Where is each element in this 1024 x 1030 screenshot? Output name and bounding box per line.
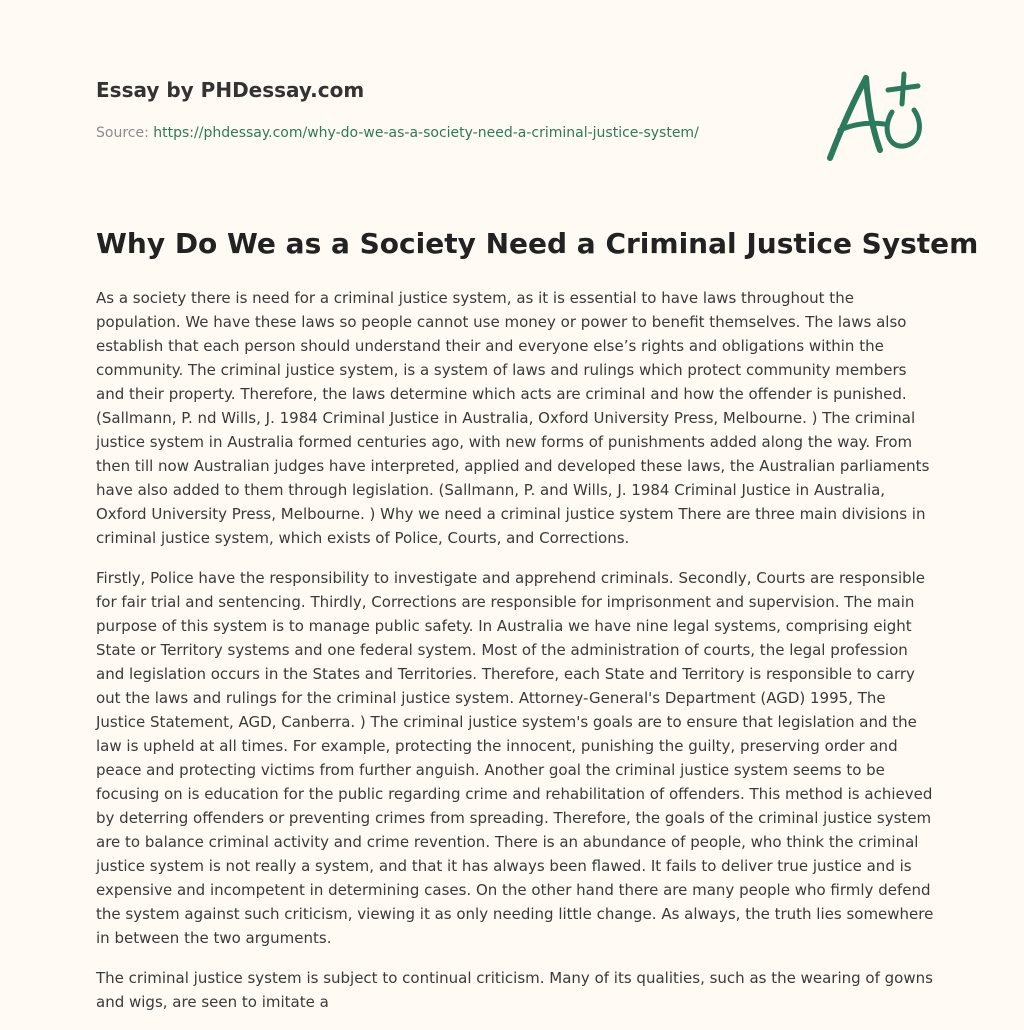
essay-paragraph: As a society there is need for a criminal justice system, as it is essential to have laws throughout the population. We have these laws so people cannot use money or power to benefit themselves. The laws also establish that each person should understand their and everyone else’s rights and obligations within the community. The criminal justice system, is a system of laws and rulings which protect community members and their property. Therefore, the laws determine which acts are criminal and how the offender is punished. (Sallmann, P. nd Wills, J. 1984 Criminal Justice in Australia, Oxford University Press, Melbourne. ) The criminal justice system in Australia formed centuries ago, with new forms of punishments added along the way. From then till now Australian judges have interpreted, applied and developed these laws, the Australian parliaments have also added to them through legislation. (Sallmann, P. and Wills, J. 1984 Criminal Justice in Australia, Oxford University Press, Melbourne. ) Why we need a criminal justice system There are three main divisions in criminal justice system, which exists of Police, Courts, and Corrections. bbox=[96, 289, 930, 547]
site-brand: Essay by PHDessay.com bbox=[96, 78, 365, 102]
essay-title: Why Do We as a Society Need a Criminal Justice System bbox=[96, 227, 979, 260]
source-label: Source: bbox=[96, 125, 149, 141]
essay-header bbox=[96, 0, 928, 190]
a-plus-logo-icon bbox=[822, 66, 930, 166]
source-link[interactable]: https://phdessay.com/why-do-we-as-a-society-need-a-criminal-justice-system/ bbox=[153, 125, 699, 141]
essay-body bbox=[96, 286, 936, 1030]
essay-paragraph: The criminal justice system is subject to continual criticism. Many of its qualities, such as the wearing of gowns and wigs, are seen to imitate a bbox=[96, 969, 933, 1011]
source-line bbox=[96, 124, 699, 142]
essay-paragraph: Firstly, Police have the responsibility to investigate and apprehend criminals. Secondly, Courts are responsible for fair trial and sentencing. Thirdly, Corrections are responsible for imprisonment and supervision. The main purpose of this system is to manage public safety. In Australia we have nine legal systems, comprising eight State or Territory systems and one federal system. Most of the administration of courts, the legal profession and legislation occurs in the States and Territories. Therefore, each State and Territory is responsible to carry out the laws and rulings for the criminal justice system. Attorney-General's Department (AGD) 1995, The Justice Statement, AGD, Canberra. ) The criminal justice system's goals are to ensure that legislation and the law is upheld at all times. For example, protecting the innocent, punishing the guilty, preserving order and peace and protecting victims from further anguish. Another goal the criminal justice system seems to be focusing on is education for the public regarding crime and rehabilitation of offenders. This method is achieved by deterring offenders or preventing crimes from spreading. Therefore, the goals of the criminal justice system are to balance criminal activity and crime revention. There is an abundance of people, who think the criminal justice system is not really a system, and that it has always been flawed. It fails to deliver true justice and is expensive and incompetent in determining cases. On the other hand there are many people who firmly defend the system against such criticism, viewing it as only needing little change. As always, the truth lies somewhere in between the two arguments. bbox=[96, 569, 934, 947]
